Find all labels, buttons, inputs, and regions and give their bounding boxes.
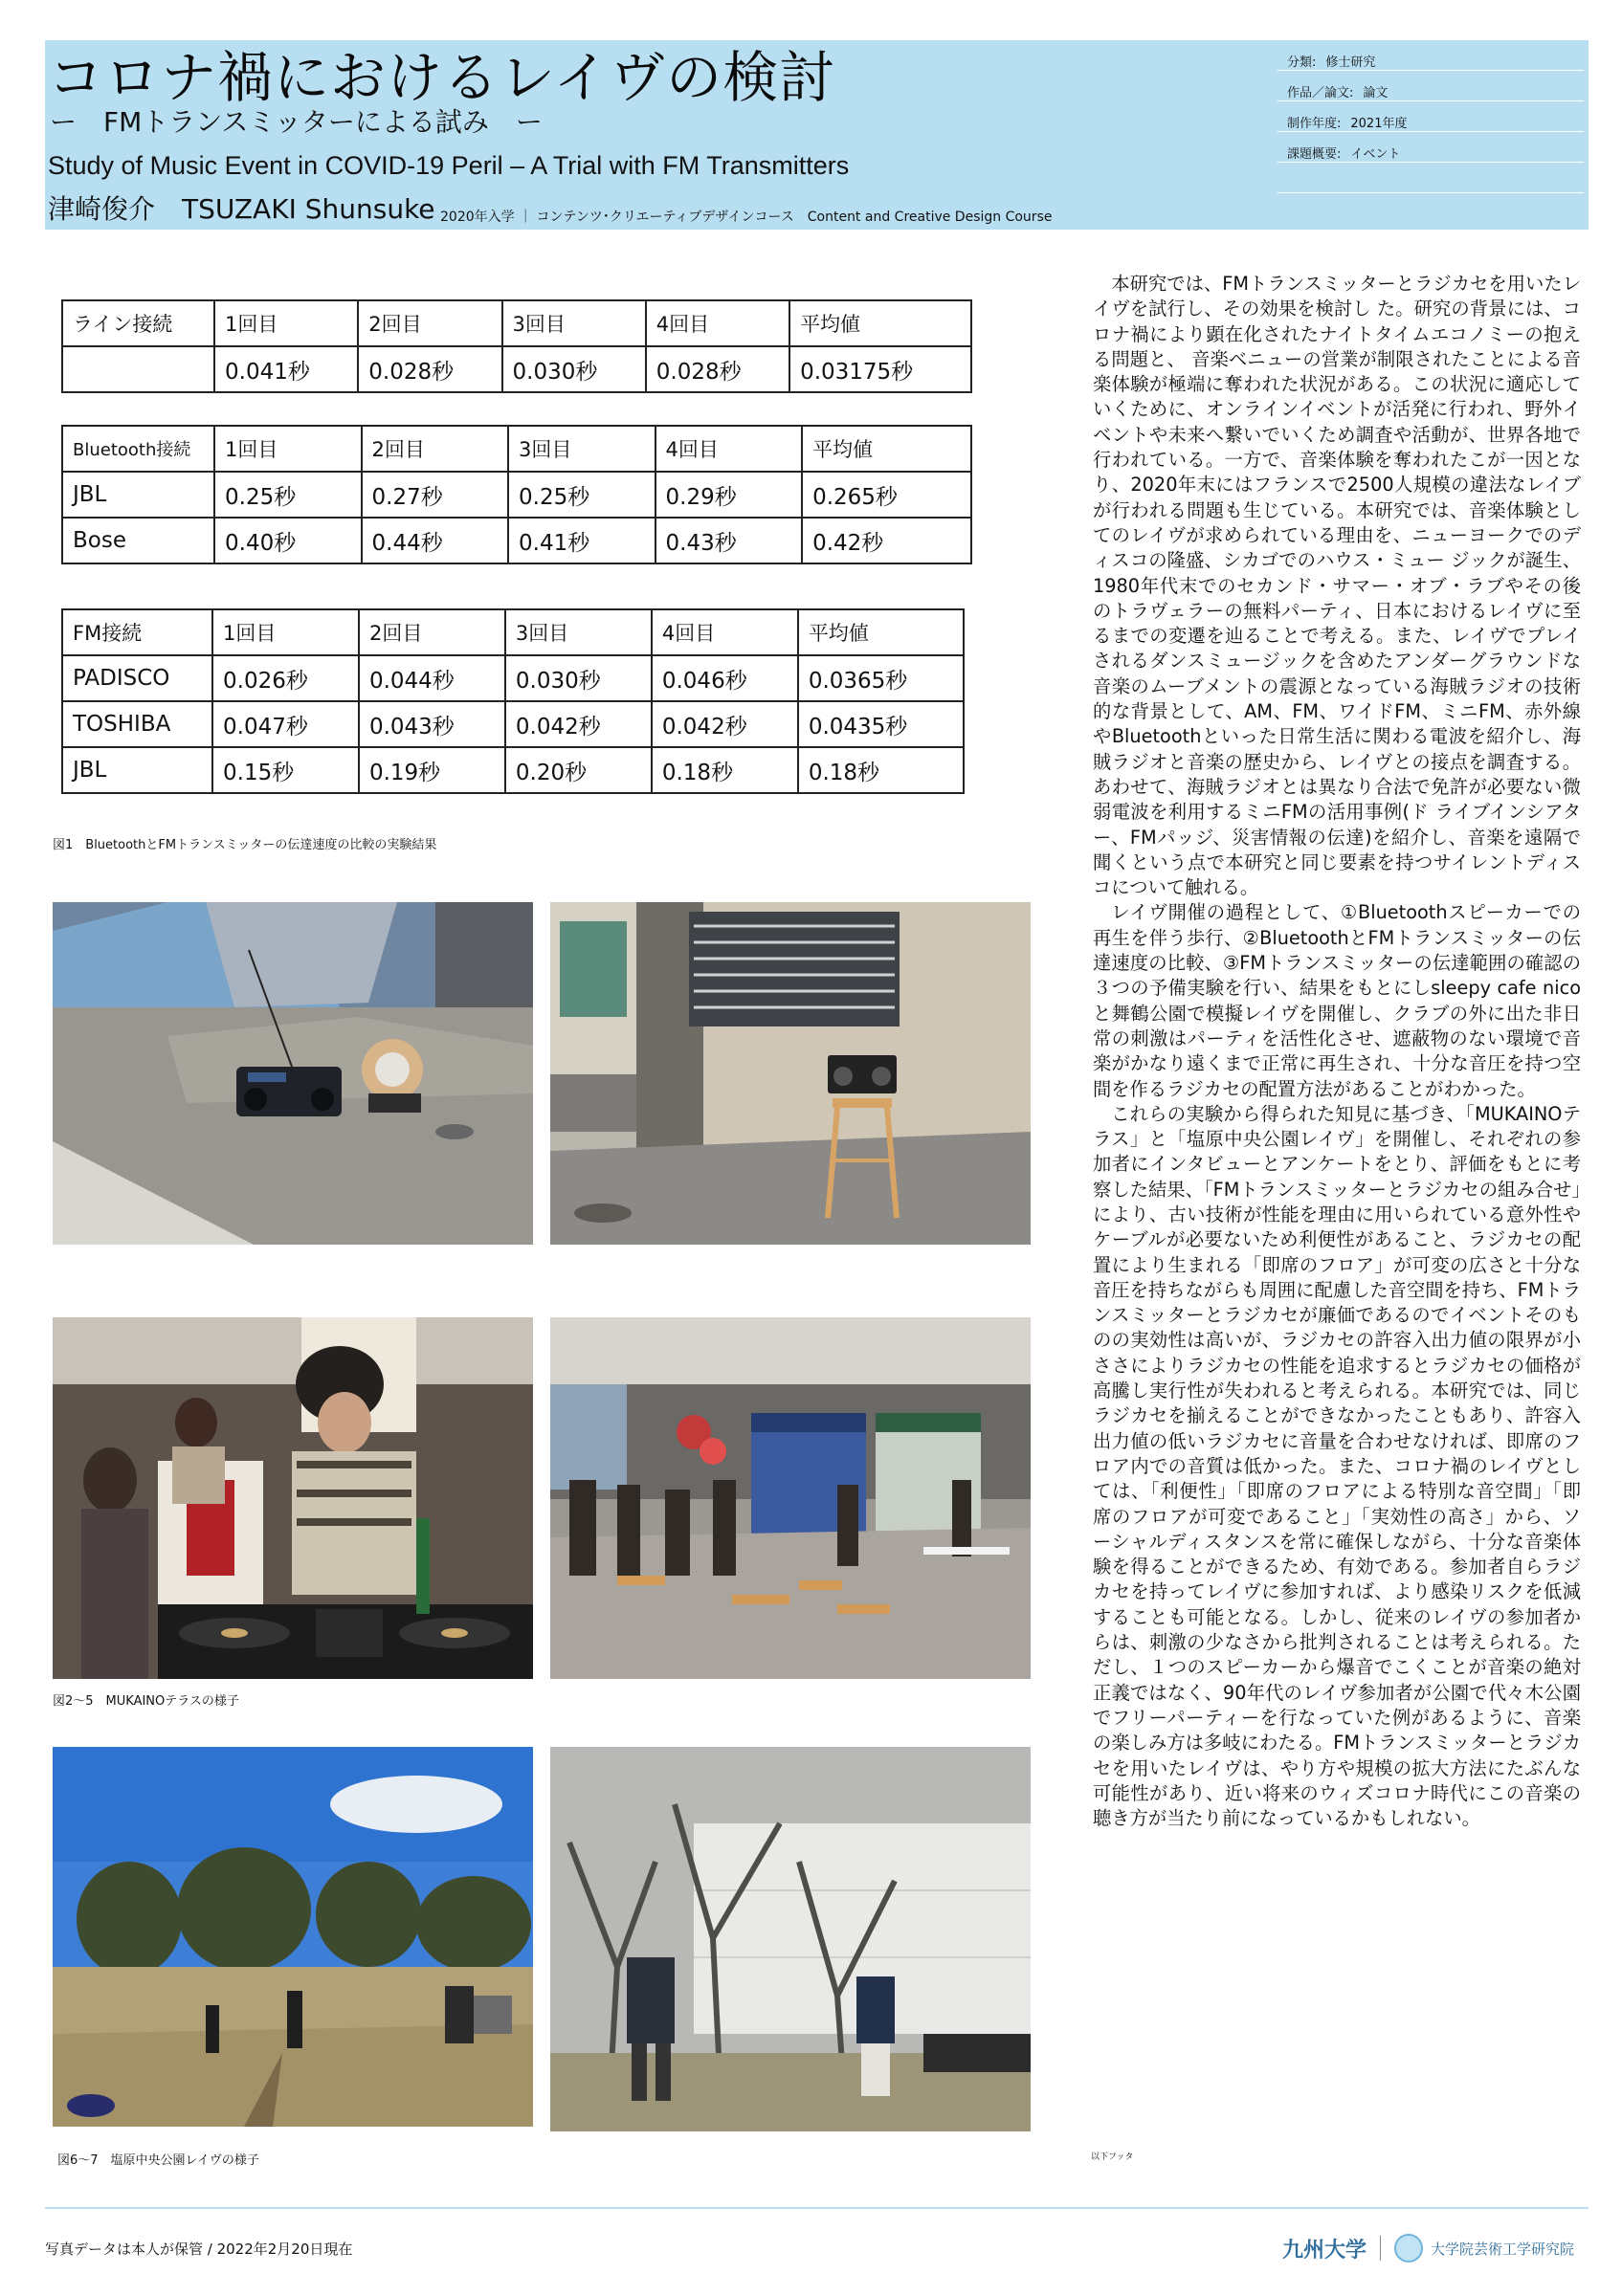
table-cell: 3回目: [505, 609, 652, 655]
table-cell: 0.044秒: [359, 655, 505, 701]
table-cell: PADISCO: [62, 655, 212, 701]
footer-photo-note: 写真データは本人が保管 / 2022年2月20日現在: [45, 2241, 353, 2258]
table-cell: 0.03175秒: [789, 346, 971, 392]
table-cell: 4回目: [655, 426, 803, 472]
table-row: [62, 701, 964, 747]
table-cell: 平均値: [798, 609, 964, 655]
table-cell: 0.40秒: [214, 518, 362, 563]
table-cell: 0.41秒: [508, 518, 655, 563]
paragraph: レイヴ開催の過程として、①Bluetoothスピーカーでの再生を伴う歩行、②BluetoothとFMトランスミッターの伝達速度の比較、③FMトランスミッターの伝達範囲の確認の３つの予備実験を行い、結果をもとにしsleepy cafe nicoと舞鶴公園で模擬レイヴを開催し、クラブの外に出た非日常の刺激はパーティを活性化させ、遮蔽物のない環境で音楽がかなり遠くまで正常に再生され、十分な音圧を持つ空間を作るラジカセの配置方法があることがわかった。: [1093, 901, 1581, 1100]
paragraph: これらの実験から得られた知見に基づき、「MUKAINOテラス」と「塩原中央公園レイヴ」を開催し、それぞれの参加者にインタビューとアンケートをとり、評価をもとに考察した結果、「FMトランスミッターとラジカセの組み合せ」により、古い技術が性能を理由に用いられている意外性やケーブルが必要ないため利便性があること、ラジカセの配置により生まれる「即席のフロア」が可変の広さと十分な音圧を持ちながらも周囲に配慮した音空間を持ち、FMトランスミッターとラジカセが廉価であるのでイベントそのものの実効性は高いが、ラジカセの許容入出力値の限界が小ささによりラジカセの性能を追求するとラジカセの価格が高騰し実行性が失われると考えられる。本研究では、同じラジカセを揃えることができなかったこともあり、許容入出力値の低いラジカセに音量を合わせなければ、即席のフロア内での音質は低かった。また、コロナ禍のレイヴとしては、「利便性」「即席のフロアによる特別な音空間」「即席のフロアが可変であること」「実効性の高さ」から、ソーシャルディスタンスを常に確保しながら、十分な音楽体験を得ることができるため、有効である。参加者自らラジカセを持ってレイヴに参加すれば、より感染リスクを低減することも可能となる。しかし、従来のレイヴの参加者からは、刺激の少なさから批判されることは考えられる。ただし、１つのスピーカーから爆音でこくことが音楽の絶対正義ではなく、90年代のレイヴ参加者が公園で代々木公園でフリーパーティーを行なっていた例があるように、音楽の楽しみ方は多岐にわたる。FMトランスミッターとラジカセを用いたレイヴは、やり方や規模の拡大方法にたぶんな可能性があり、近い将来のウィズコロナ時代にこの音楽の聴き方が当たり前になっているかもしれない。: [1093, 1102, 1581, 1830]
table-cell: 3回目: [502, 300, 646, 346]
table-cell: [62, 346, 214, 392]
table-cell: 0.265秒: [802, 472, 971, 518]
table-cell: TOSHIBA: [62, 701, 212, 747]
table-cell: 0.042秒: [505, 701, 652, 747]
caption-fig2-5: 図2～5 MUKAINOテラスの様子: [53, 1694, 239, 1709]
photo-boombox-stool: [550, 902, 1031, 1245]
school-name: 大学院芸術工学研究院: [1431, 2240, 1575, 2258]
table-row: [62, 655, 964, 701]
footer-logo: [1282, 2231, 1574, 2265]
table-row: [62, 518, 971, 563]
table-cell: 0.0365秒: [798, 655, 964, 701]
table-cell: 0.43秒: [655, 518, 803, 563]
table-header-row: [62, 426, 971, 472]
table-cell: 0.030秒: [505, 655, 652, 701]
table-cell: 0.0435秒: [798, 701, 964, 747]
table-cell: 0.44秒: [362, 518, 509, 563]
table-cell: 0.42秒: [802, 518, 971, 563]
table-cell: 0.028秒: [358, 346, 501, 392]
table-cell: 2回目: [358, 300, 501, 346]
school-emblem-icon: [1394, 2234, 1423, 2263]
caption-fig1: 図1 BluetoothとFMトランスミッターの伝達速度の比較の実験結果: [53, 838, 437, 852]
footer-divider: [45, 2207, 1589, 2209]
table-cell: 1回目: [214, 426, 362, 472]
table-cell: 0.026秒: [212, 655, 359, 701]
table-header-row: [62, 609, 964, 655]
table-cell: JBL: [62, 472, 214, 518]
meta-empty: [1278, 163, 1584, 193]
table-cell: 0.041秒: [214, 346, 358, 392]
table-fm-connection: [61, 608, 965, 794]
photo-dj-turntables: [53, 1317, 533, 1679]
table-line-connection: [61, 299, 972, 393]
table-cell: 2回目: [362, 426, 509, 472]
footnote-marker: 以下フッタ: [1091, 2152, 1134, 2162]
meta-summary: 課題概要: イベント: [1278, 132, 1584, 163]
paragraph: 本研究では、FMトランスミッターとラジカセを用いたレイヴを試行し、その効果を検討し た。研究の背景には、コロナ禍により顕在化されたナイトタイムエコノミーの抱える問題と、 音楽ベニューの営業が制限されたことによる音楽体験が極端に奪われた状況がある。この状況に適応していくために、オンラインイベントが活発に行われ、野外イベントや未来へ繋いでいくため調査や活動が、世界各地で行われている。一方で、音楽体験を奪われたこが一因となり、2020年末にはフランスで2500人規模の違法なレイブが行われる問題も生じている。本研究では、音楽体験としてのレイヴが求められている理由を、ニューヨークでのディスコの隆盛、シカゴでのハウス・ミュー ジックが誕生、1980年代末でのセカンド・サマー・オブ・ラブやその後のトラヴェラーの無料パーティ、日本におけるレイヴに至るまでの変遷を辿ることで考える。また、レイヴでプレイされるダンスミュージックを含めたアンダーグラウンドな音楽のムーブメントの震源となっている海賊ラジオの技術的な背景として、AM、FM、ワイドFM、ミニFM、赤外線やBluetoothといった日常生活に関わる電波を紹介し、海賊ラジオと音楽の歴史から、レイヴとの接点を調査する。あわせて、海賊ラジオとは異なり合法で免許が必要ない微弱電波を利用するミニFMの活用事例(ド ライブインシアター、FMパッジ、災害情報の伝達)を紹介し、音楽を遠隔で聞くという点で本研究と同じ要素を持つサイレントディスコについて触れる。: [1093, 273, 1581, 899]
table-cell: 0.25秒: [508, 472, 655, 518]
author-name: 津崎俊介 TSUZAKI Shunsuke: [48, 193, 435, 225]
table-cell: 1回目: [212, 609, 359, 655]
table-cell: 0.028秒: [646, 346, 789, 392]
table-cell: 4回目: [646, 300, 789, 346]
table-cell: 0.042秒: [652, 701, 798, 747]
table-cell: ライン接続: [62, 300, 214, 346]
table-cell: 0.25秒: [214, 472, 362, 518]
article-body: [1093, 272, 1581, 2099]
table-cell: JBL: [62, 747, 212, 793]
table-cell: 0.047秒: [212, 701, 359, 747]
table-cell: 0.030秒: [502, 346, 646, 392]
subtitle-japanese: ー FMトランスミッターによる試み ー: [50, 106, 543, 138]
photo-park-trees: [550, 1747, 1031, 2131]
table-cell: 0.18秒: [652, 747, 798, 793]
caption-fig6-7: 図6～7 塩原中央公園レイヴの様子: [57, 2153, 259, 2168]
table-cell: 0.20秒: [505, 747, 652, 793]
table-cell: 0.18秒: [798, 747, 964, 793]
meta-category: 分類: 修士研究: [1278, 40, 1584, 71]
table-cell: 4回目: [652, 609, 798, 655]
table-cell: 0.19秒: [359, 747, 505, 793]
subtitle-english: Study of Music Event in COVID-19 Peril – A Trial with FM Transmitters: [48, 151, 850, 180]
author-course: 2020年入学 ｜ コンテンツ･クリエーティブデザインコース Content and Creative Design Course: [440, 210, 1053, 225]
table-row: [62, 346, 971, 392]
table-row: [62, 472, 971, 518]
meta-type: 作品／論文: 論文: [1278, 71, 1584, 101]
table-bluetooth-connection: [61, 425, 972, 564]
table-cell: 1回目: [214, 300, 358, 346]
table-row: [62, 747, 964, 793]
table-cell: 平均値: [789, 300, 971, 346]
footer-separator: [1380, 2236, 1381, 2261]
table-cell: Bluetooth接続: [62, 426, 214, 472]
table-cell: 0.046秒: [652, 655, 798, 701]
photo-park-rave: [53, 1747, 533, 2127]
table-cell: 0.15秒: [212, 747, 359, 793]
table-cell: 0.27秒: [362, 472, 509, 518]
table-cell: 0.29秒: [655, 472, 803, 518]
table-cell: Bose: [62, 518, 214, 563]
page-title: コロナ禍におけるレイヴの検討: [48, 45, 836, 110]
photo-radio-pavement: [53, 902, 533, 1245]
table-header-row: [62, 300, 971, 346]
table-cell: FM接続: [62, 609, 212, 655]
university-name: 九州大学: [1282, 2238, 1367, 2263]
meta-year: 制作年度: 2021年度: [1278, 101, 1584, 132]
table-cell: 2回目: [359, 609, 505, 655]
table-cell: 3回目: [508, 426, 655, 472]
table-cell: 0.043秒: [359, 701, 505, 747]
photo-tents-crowd: [550, 1317, 1031, 1679]
table-cell: 平均値: [802, 426, 971, 472]
meta-panel: [1278, 40, 1584, 230]
